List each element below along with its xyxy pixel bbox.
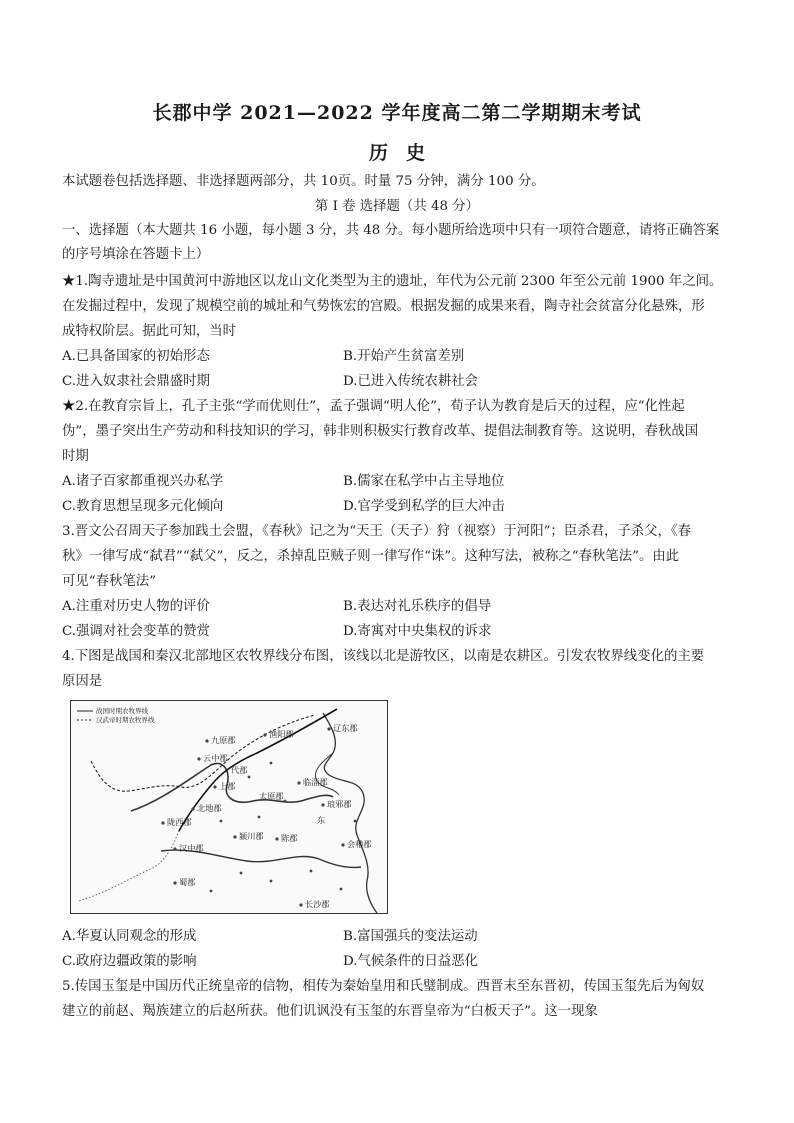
question-4-option-d: D.气候条件的日益恶化 [343, 954, 479, 969]
city-label: 临淄郡 [303, 777, 328, 787]
legend-label-warring-states: 战国时期农牧界线 [96, 707, 148, 715]
question-2-option-c: C.教育思想呈现多元化倾向 [62, 499, 224, 514]
question-1-text: ★1.陶寺遗址是中国黄河中游地区以龙山文化类型为主的遗址，年代为公元前 2300 年至公元前 1900 年之间。 [62, 274, 723, 289]
city-label: 辽东郡 [333, 723, 358, 733]
question-2-option-b: B.儒家在私学中占主导地位 [343, 474, 505, 489]
question-3-text: 秋》一律写成“弑君”“弑父”，反之，杀掉乱臣贼子则一律写作“诛”。这种写法，被称之“春秋笔法”。由此 [62, 549, 680, 564]
intro-text: 本试题卷包括选择题、非选择题两部分，共 10页。时量 75 分钟，满分 100 分。 [62, 174, 545, 189]
city-label: 琅邪郡 [327, 799, 352, 809]
city-label: 会稽郡 [347, 839, 372, 849]
instruction-line: 的序号填涂在答题卡上） [62, 247, 210, 262]
coastline [323, 713, 377, 913]
question-2-text: 时期 [62, 449, 89, 464]
city-label: 太原郡 [259, 791, 284, 801]
question-3-option-c: C.强调对社会变革的赞赏 [62, 624, 210, 639]
city-label: 上郡 [219, 781, 236, 791]
question-4-option-b: B.富国强兵的变法运动 [343, 929, 478, 944]
question-3-option-d: D.寄寓对中央集权的诉求 [343, 624, 492, 639]
west-boundary [79, 831, 179, 901]
question-4-text: 原因是 [62, 674, 103, 689]
question-1-option-d: D.已进入传统农耕社会 [343, 374, 479, 389]
city-label: 颍川郡 [239, 831, 264, 841]
question-5-text: 建立的前赵、羯族建立的后赵所获。他们讥讽没有玉玺的东晋皇帝为“白板天子”。这一现象 [62, 1004, 598, 1019]
map-figure [71, 701, 387, 913]
question-1-text: 在发掘过程中，发现了规模空前的城址和气势恢宏的宫殿。根据发掘的成果来看，陶寺社会贫富分化悬殊，形 [62, 299, 705, 314]
legend-label-han: 汉武帝时期农牧界线 [96, 716, 155, 724]
question-2-text: ★2.在教育宗旨上，孔子主张“学而优则仕”，孟子强调“明人伦”，荀子认为教育是后天的过程，应“化性起 [62, 399, 685, 414]
city-label: 云中郡 [203, 753, 228, 763]
exam-title: 长郡中学 2021—2022 学年度高二第二学期期末考试 [152, 102, 642, 124]
instruction-line: 一、选择题（本大题共 16 小题，每小题 3 分，共 48 分。每小题所给选项中只有一项符合题意，请将正确答案 [62, 223, 720, 238]
question-1-option-b: B.开始产生贫富差别 [343, 349, 465, 364]
city-label: 陈郡 [281, 833, 298, 843]
question-4-option-c: C.政府边疆政策的影响 [62, 954, 197, 969]
question-3-option-a: A.注重对历史人物的评价 [62, 599, 210, 614]
question-3-option-b: B.表达对礼乐秩序的倡导 [343, 599, 492, 614]
section-heading: 第 I 卷 选择题（共 48 分） [314, 199, 480, 214]
question-5-text: 5.传国玉玺是中国历代正统皇帝的信物，相传为秦始皇用和氏璧制成。西晋末至东晋初，传国玉玺先后为匈奴 [62, 979, 705, 994]
question-4-text: 4.下图是战国和秦汉北部地区农牧界线分布图，该线以北是游牧区，以南是农耕区。引发农牧界线变化的主要 [62, 649, 705, 664]
question-2-text: 伪”，墨子突出生产劳动和科技知识的学习，韩非则积极实行教育改革、提倡法制教育等。这说明，春秋战国 [62, 424, 699, 439]
question-1-text: 成特权阶层。据此可知，当时 [62, 324, 237, 339]
question-3-text: 3.晋文公召周天子参加践土会盟，《春秋》记之为“天王（天子）狩（视察）于河阳”；臣杀君，子杀父，《春 [62, 524, 692, 539]
subject-title: 历史 [368, 142, 443, 164]
question-1-option-a: A.已具备国家的初始形态 [62, 349, 210, 364]
question-2-option-a: A.诸子百家都重视兴办私学 [62, 474, 224, 489]
question-4-option-a: A.华夏认同观念的形成 [62, 929, 197, 944]
city-label: 汉中郡 [179, 843, 204, 853]
city-label: 东 [317, 815, 326, 825]
city-label: 长沙郡 [305, 899, 330, 909]
farming-pastoral-boundary-map [70, 700, 388, 914]
city-label: 北地郡 [197, 803, 222, 813]
city-label: 九原郡 [211, 735, 236, 745]
city-label: 蜀郡 [179, 877, 196, 887]
question-3-text: 可见“春秋笔法” [62, 574, 157, 589]
city-label: 渔阳郡 [269, 729, 294, 739]
city-label: 陇西郡 [167, 817, 192, 827]
question-1-option-c: C.进入奴隶社会鼎盛时期 [62, 374, 210, 389]
city-label: 代郡 [231, 765, 248, 775]
question-2-option-d: D.官学受到私学的巨大冲击 [343, 499, 505, 514]
